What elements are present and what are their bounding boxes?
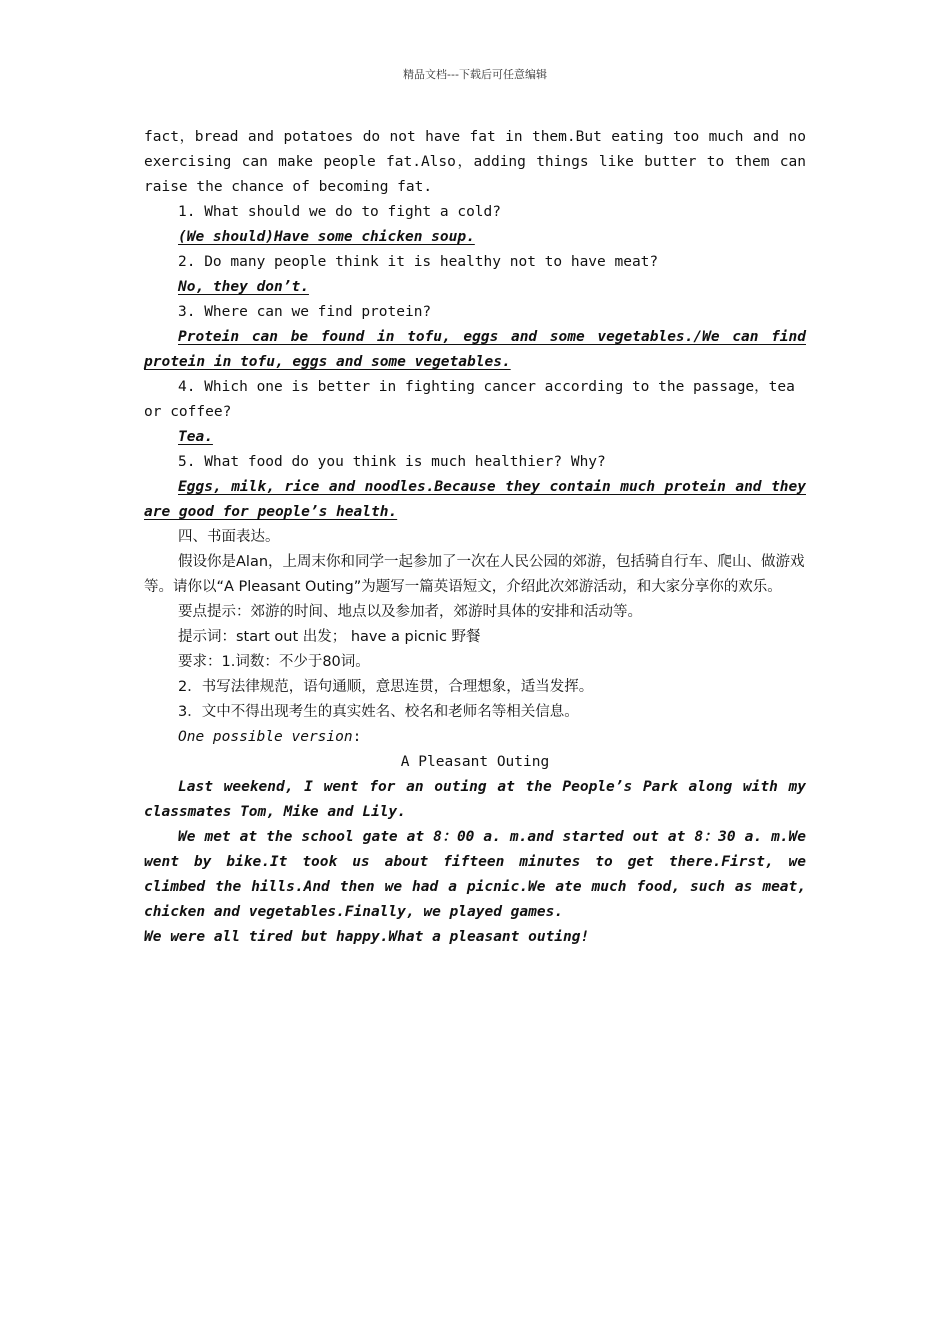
writing-requirement-1: 要求：1.词数：不少于80词。 — [178, 654, 370, 670]
question-5: 5. What food do you think is much healthier? Why? — [178, 454, 606, 470]
answer-1: (We should)Have some chicken soup. — [178, 229, 475, 245]
essay-paragraph-1: Last weekend, I went for an outing at the People’s Park along with my classmates Tom, Mike and Lily. — [144, 779, 806, 820]
answer-2: No, they don’t. — [178, 279, 309, 295]
question-3: 3. Where can we find protein? — [178, 304, 432, 320]
sample-label — [144, 725, 806, 750]
essay-title: A Pleasant Outing — [400, 754, 550, 770]
answer-5: Eggs, milk, rice and noodles.Because they contain much protein and they are good for people’s health. — [144, 479, 806, 520]
sample-label-colon: : — [352, 729, 362, 745]
writing-requirement-2: 2．书写法律规范，语句通顺，意思连贯，合理想象，适当发挥。 — [178, 679, 594, 695]
passage-end: fact，bread and potatoes do not have fat in them.But eating too much and no exercising can make people fat.Also，adding things like butter to them can raise the chance of becoming fat. — [144, 129, 806, 195]
question-4: 4. Which one is better in fighting cancer according to the passage，tea or coffee? — [144, 379, 795, 420]
answer-3: Protein can be found in tofu, eggs and some vegetables./We can find protein in tofu, eggs and some vegetables. — [144, 329, 806, 370]
page-header: 精品文档---下载后可任意编辑 — [403, 68, 547, 81]
sample-label-text: One possible version — [178, 729, 353, 745]
writing-requirement-3: 3．文中不得出现考生的真实姓名、校名和老师名等相关信息。 — [178, 704, 579, 720]
writing-points: 要点提示：郊游的时间、地点以及参加者，郊游时具体的安排和活动等。 — [178, 604, 642, 620]
writing-hint: 提示词：start out 出发； have a picnic 野餐 — [178, 629, 481, 645]
writing-prompt: 假设你是Alan，上周末你和同学一起参加了一次在人民公园的郊游，包括骑自行车、爬山、做游戏等。请你以“A Pleasant Outing”为题写一篇英语短文，介绍此次郊游活动，和大家分享你的欢乐。 — [144, 554, 805, 595]
writing-heading: 四、书面表达。 — [178, 529, 280, 545]
answer-4: Tea. — [178, 429, 213, 445]
essay-paragraph-3: We were all tired but happy.What a pleasant outing! — [144, 929, 590, 945]
question-1: 1. What should we do to fight a cold? — [178, 204, 502, 220]
essay-paragraph-2: We met at the school gate at 8：00 a. m.and started out at 8：30 a. m.We went by bike.It took us about fifteen minutes to get there.First, we climbed the hills.And then we had a picnic.We ate much food, such as meat, chicken and vegetables.Finally, we played games. — [144, 829, 806, 920]
question-2: 2. Do many people think it is healthy not to have meat? — [178, 254, 659, 270]
document-body — [144, 125, 806, 950]
